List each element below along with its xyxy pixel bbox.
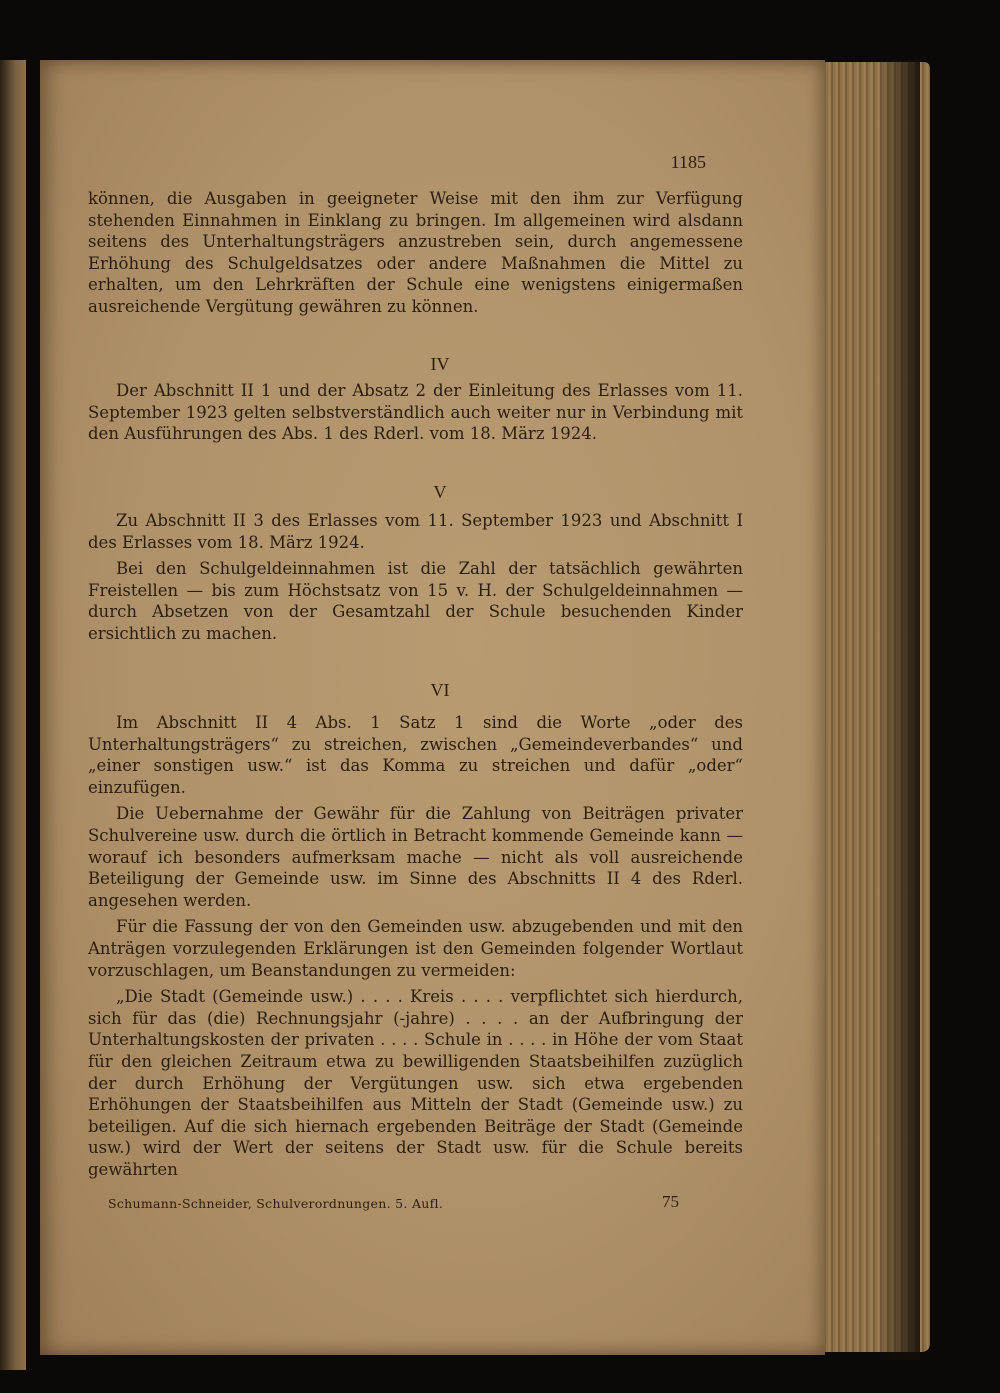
book-page xyxy=(40,60,825,1355)
section-vi-paragraph-2: Die Uebernahme der Gewähr für die Zahlung von Beiträgen privater Schulvereine usw. durch die örtlich in Betracht kommende Gemeinde kann — worauf ich besonders aufmerksam mache — nicht als voll ausreichende Beteiligung der Gemeinde usw. im Sinne des Abschnitts II 4 des Rderl. angesehen werden. xyxy=(88,804,743,910)
footer-source: Schumann-Schneider, Schulverordnungen. 5. Aufl. xyxy=(108,1196,444,1211)
section-heading-v: V xyxy=(433,482,447,502)
section-vi-paragraph-4: „Die Stadt (Gemeinde usw.) . . . . Kreis . . . . verpflichtet sich hierdurch, sich für das (die) Rechnungsjahr (-jahre) . . . . an der Aufbringung der Unterhaltungskosten der privaten . . . . Schule in . . . . in Höhe der vom Staat für den gleichen Zeitraum etwa zu bewilligenden Staatsbeihilfen zuzüglich der durch Erhöhung der Vergütungen usw. sich etwa ergebenden Erhöhungen der Staatsbeihilfen aus Mitteln der Stadt (Gemeinde usw.) zu beteiligen. Auf die sich hiernach ergebenden Beiträge der Stadt (Gemeinde usw.) wird der Wert der seitens der Stadt usw. für die Schule bereits gewährten xyxy=(88,987,743,1179)
page-number: 1185 xyxy=(670,152,706,172)
section-v-paragraph-2: Bei den Schulgeldeinnahmen ist die Zahl der tatsächlich gewährten Freistellen — bis zum Höchstsatz von 15 v. H. der Schulgeldeinnahmen — durch Absetzen von der Gesamtzahl der Schule besuchenden Kinder ersichtlich zu machen. xyxy=(88,559,743,643)
section-v-body xyxy=(88,510,743,645)
section-vi-body xyxy=(88,712,743,1180)
footer-signature-number: 75 xyxy=(662,1192,679,1211)
section-vi-paragraph-1: Im Abschnitt II 4 Abs. 1 Satz 1 sind die Worte „oder des Unterhaltungsträgers“ zu streichen, zwischen „Gemeindeverbandes“ und „einer sonstigen usw.“ ist das Komma zu streichen und dafür „oder“ einzufügen. xyxy=(88,713,743,797)
section-v-paragraph-1: Zu Abschnitt II 3 des Erlasses vom 11. September 1923 und Abschnitt I des Erlasses vom 18. März 1924. xyxy=(88,511,743,552)
section-heading-iv: IV xyxy=(430,354,450,374)
section-iv-body xyxy=(88,380,743,445)
section-vi-paragraph-3: Für die Fassung der von den Gemeinden usw. abzugebenden und mit den Anträgen vorzulegenden Erklärungen ist den Gemeinden folgender Wortlaut vorzuschlagen, um Beanstandungen zu vermeiden: xyxy=(88,917,743,980)
left-page-edge xyxy=(0,60,26,1370)
top-paragraph xyxy=(88,188,743,318)
section-iv-paragraph-1: Der Abschnitt II 1 und der Absatz 2 der Einleitung des Erlasses vom 11. September 1923 gelten selbstverständlich auch weiter nur in Verbindung mit den Ausführungen des Abs. 1 des Rderl. vom 18. März 1924. xyxy=(88,381,743,444)
top-paragraph-text: können, die Ausgaben in geeigneter Weise mit den ihm zur Verfügung stehenden Einnahmen in Einklang zu bringen. Im allgemeinen wird alsdann seitens des Unterhaltungsträgers anzustreben sein, durch angemessene Erhöhung des Schulgeldsatzes oder andere Maßnahmen die Mittel zu erhalten, um den Lehrkräften der Schule eine wenigstens einigermaßen ausreichende Vergütung gewähren zu können. xyxy=(88,189,743,316)
section-heading-vi: VI xyxy=(430,680,450,700)
page-stack-shadow xyxy=(880,60,920,1360)
